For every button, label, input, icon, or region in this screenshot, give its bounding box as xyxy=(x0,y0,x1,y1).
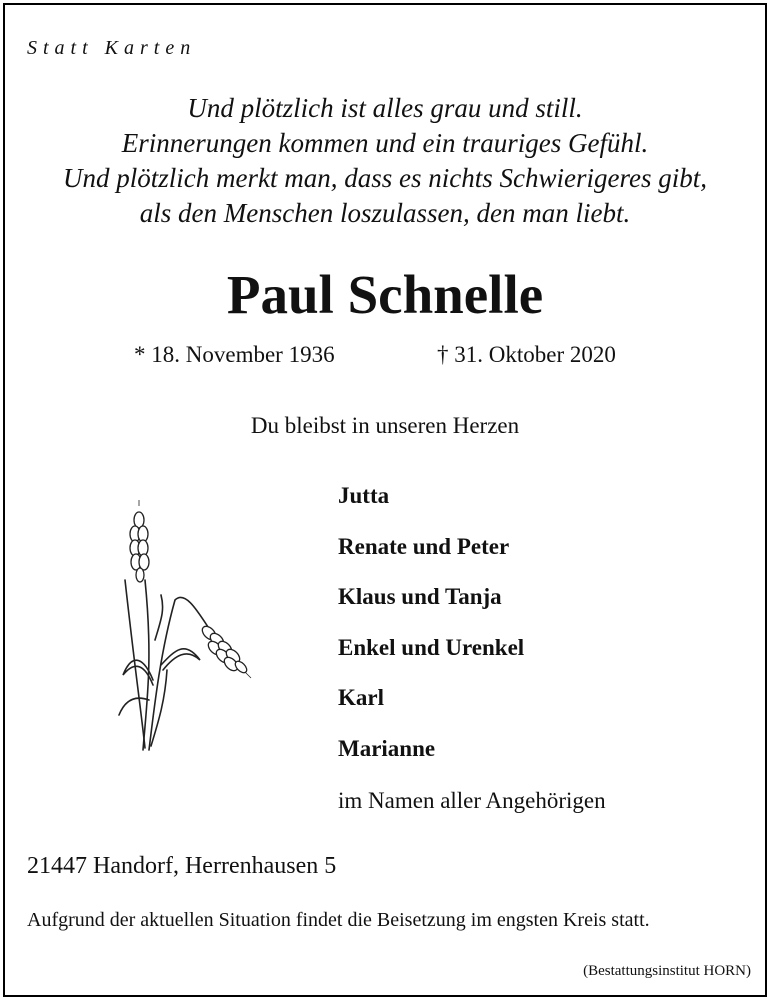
on-behalf-text: im Namen aller Angehörigen xyxy=(338,788,606,813)
mourner-name: Klaus und Tanja xyxy=(338,584,502,609)
mourners-list xyxy=(338,480,606,817)
mourner-name: Renate und Peter xyxy=(338,533,510,559)
address: 21447 Handorf, Herrenhausen 5 xyxy=(27,853,337,879)
mourner-name: Marianne xyxy=(338,735,436,761)
wheat-icon xyxy=(105,500,255,760)
motto: Du bleibst in unseren Herzen xyxy=(250,413,520,438)
deceased-name: Paul Schnelle xyxy=(226,264,544,325)
poem-line: Und plötzlich merkt man, dass es nichts Schwierigeres gibt, xyxy=(63,163,707,193)
mourner-name: Jutta xyxy=(338,483,390,508)
mourner-name: Enkel und Urenkel xyxy=(338,634,525,660)
poem xyxy=(5,91,765,231)
poem-line: Erinnerungen kommen und ein trauriges Gefühl. xyxy=(121,128,649,158)
burial-note: Aufgrund der aktuellen Situation findet die Beisetzung im engsten Kreis statt. xyxy=(27,909,650,931)
mourner-name: Karl xyxy=(338,685,384,710)
undertaker-credit: (Bestattungsinstitut HORN) xyxy=(583,963,751,979)
poem-line: als den Menschen loszulassen, den man liebt. xyxy=(139,198,631,228)
header-text: Statt Karten xyxy=(27,37,197,59)
birth-date: * 18. November 1936 xyxy=(134,342,335,367)
obituary-notice xyxy=(3,3,767,997)
death-date: † 31. Oktober 2020 xyxy=(437,342,616,367)
poem-line: Und plötzlich ist alles grau und still. xyxy=(187,93,583,123)
